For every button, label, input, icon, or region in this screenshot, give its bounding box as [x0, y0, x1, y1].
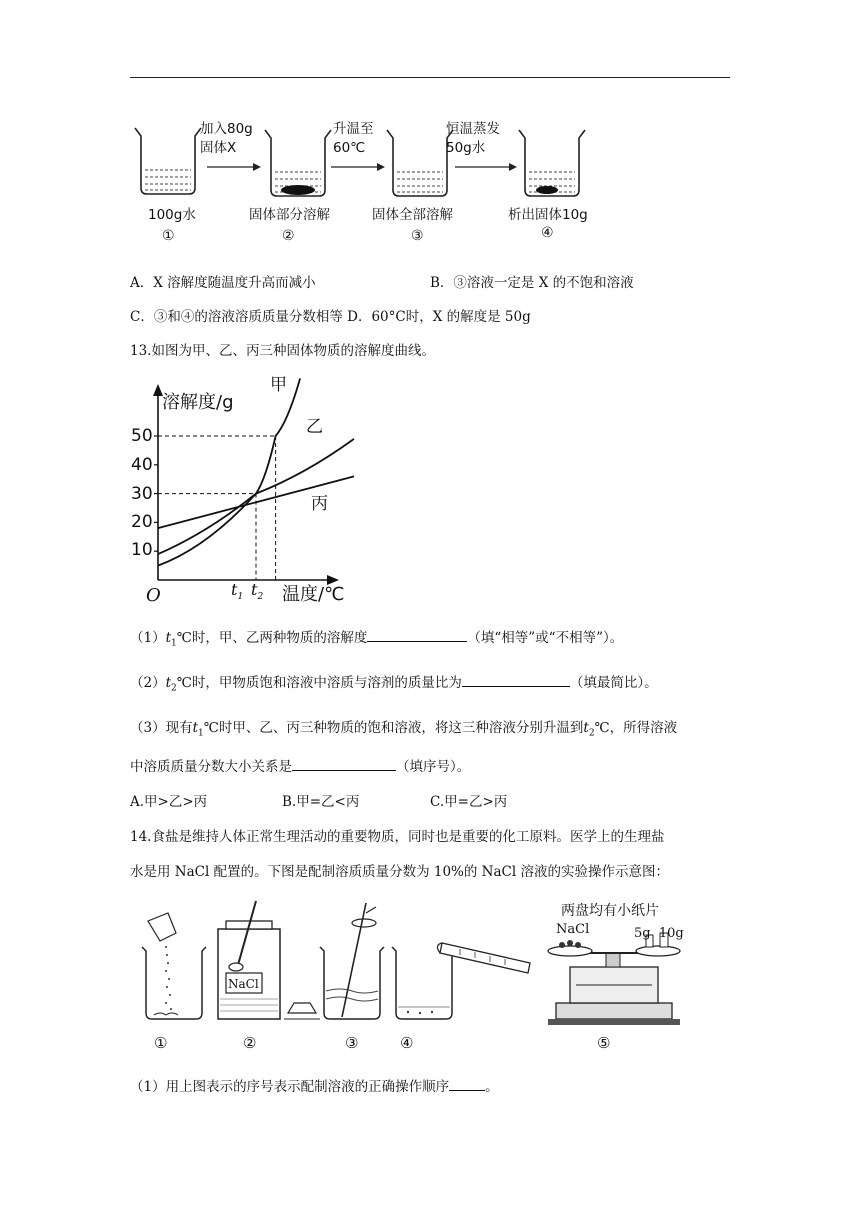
beaker-4-number: ④ — [541, 225, 554, 241]
origin-label: O — [146, 585, 161, 606]
beaker-2-label: 固体部分溶解 — [249, 207, 330, 223]
arrow-1-label: 加入80g 固体X — [200, 121, 253, 156]
operation-number-1: ① — [154, 1034, 168, 1052]
beaker-4 — [519, 130, 585, 196]
q13-sub3-line2: 中溶质质量分数大小关系是 （填序号）。 — [130, 755, 470, 775]
arrow-2 — [331, 163, 385, 171]
operation-4-pour-water — [392, 943, 530, 1019]
q12-option-cd: C．③和④的溶液溶质质量分数相等 D．60°C时，X 的解度是 50g — [130, 309, 531, 325]
operation-number-5: ⑤ — [597, 1034, 611, 1052]
q13-option-a: A.甲>乙>丙 — [130, 794, 208, 810]
q14-stem-line2: 水是用 NaCl 配置的。下图是配制溶质质量分数为 10%的 NaCl 溶液的实验操作示意图： — [130, 864, 669, 880]
operation-number-3: ③ — [345, 1034, 359, 1052]
operation-5-balance — [548, 933, 680, 1025]
beaker-3-number: ③ — [411, 228, 424, 244]
arrow-3 — [455, 163, 517, 171]
q12-option-b: B．③溶液一定是 X 的不饱和溶液 — [430, 275, 634, 291]
operation-number-4: ④ — [400, 1034, 414, 1052]
beaker-1-number: ① — [162, 228, 175, 244]
q13-option-b: B.甲=乙<丙 — [282, 794, 360, 810]
series-label-yi: 乙 — [306, 417, 323, 437]
y-tick-30: 30 — [131, 484, 153, 504]
x-tick-t2: $t_2$ — [251, 580, 264, 603]
balance-note: 两盘均有小纸片 — [561, 903, 659, 919]
beaker-3-label: 固体全部溶解 — [372, 207, 453, 223]
beaker-1 — [135, 128, 201, 194]
beaker-2-number: ② — [282, 228, 295, 244]
y-tick-40: 40 — [131, 455, 153, 475]
y-axis-label: 溶解度/g — [162, 392, 234, 413]
beaker-1-label: 100g水 — [148, 207, 196, 223]
balance-weights-label: 5g 10g — [634, 926, 684, 941]
arrow-3-label: 恒温蒸发 50g水 — [446, 121, 500, 156]
bottle-nacl-label: NaCl — [228, 977, 259, 991]
q13-sub3-line1: （3）现有$t_1℃$时甲、乙、丙三种物质的饱和溶液，将这三种溶液分别升温到$t_2℃$，所得溶液 — [130, 720, 678, 739]
series-label-bing: 丙 — [311, 494, 328, 514]
beaker-3 — [387, 130, 453, 196]
arrow-2-label: 升温至 60℃ — [333, 121, 374, 156]
q14-stem-line1: 14.食盐是维持人体正常生理活动的重要物质，同时也是重要的化工原料。医学上的生理盐 — [130, 829, 665, 845]
q13-option-c: C.甲=乙>丙 — [430, 794, 508, 810]
x-tick-t1: $t_1$ — [231, 580, 244, 603]
series-label-jia: 甲 — [270, 375, 287, 395]
y-tick-20: 20 — [131, 512, 153, 532]
x-axis-label: 温度/℃ — [282, 584, 345, 605]
operation-3-stir — [320, 903, 384, 1019]
header-rule — [130, 77, 730, 78]
y-tick-50: 50 — [131, 426, 153, 446]
q12-option-a: A．X 溶解度随温度升高而减小 — [130, 275, 316, 291]
q13-stem: 13.如图为甲、乙、丙三种固体物质的溶解度曲线。 — [130, 343, 435, 359]
operation-number-2: ② — [243, 1034, 257, 1052]
balance-nacl-label: NaCl — [556, 922, 590, 937]
beaker-2 — [265, 130, 331, 196]
q14-sub1: （1）用上图表示的序号表示配制溶液的正确操作顺序 。 — [130, 1075, 499, 1095]
q13-sub2: $(2)t_2℃$时，甲物质饱和溶液中溶质与溶剂的质量比为 （填最简比）。 — [130, 671, 658, 694]
q13-sub1: $(1)t_1℃$时，甲、乙两种物质的溶解度 （填“相等”或“不相等”）。 — [130, 626, 623, 649]
arrow-1 — [207, 163, 261, 171]
solubility-chart — [125, 368, 365, 608]
operation-1-pour-solid — [142, 913, 206, 1019]
y-tick-10: 10 — [131, 540, 153, 560]
beaker-4-label: 析出固体10g — [508, 207, 588, 223]
operation-2-take-nacl — [218, 901, 320, 1019]
